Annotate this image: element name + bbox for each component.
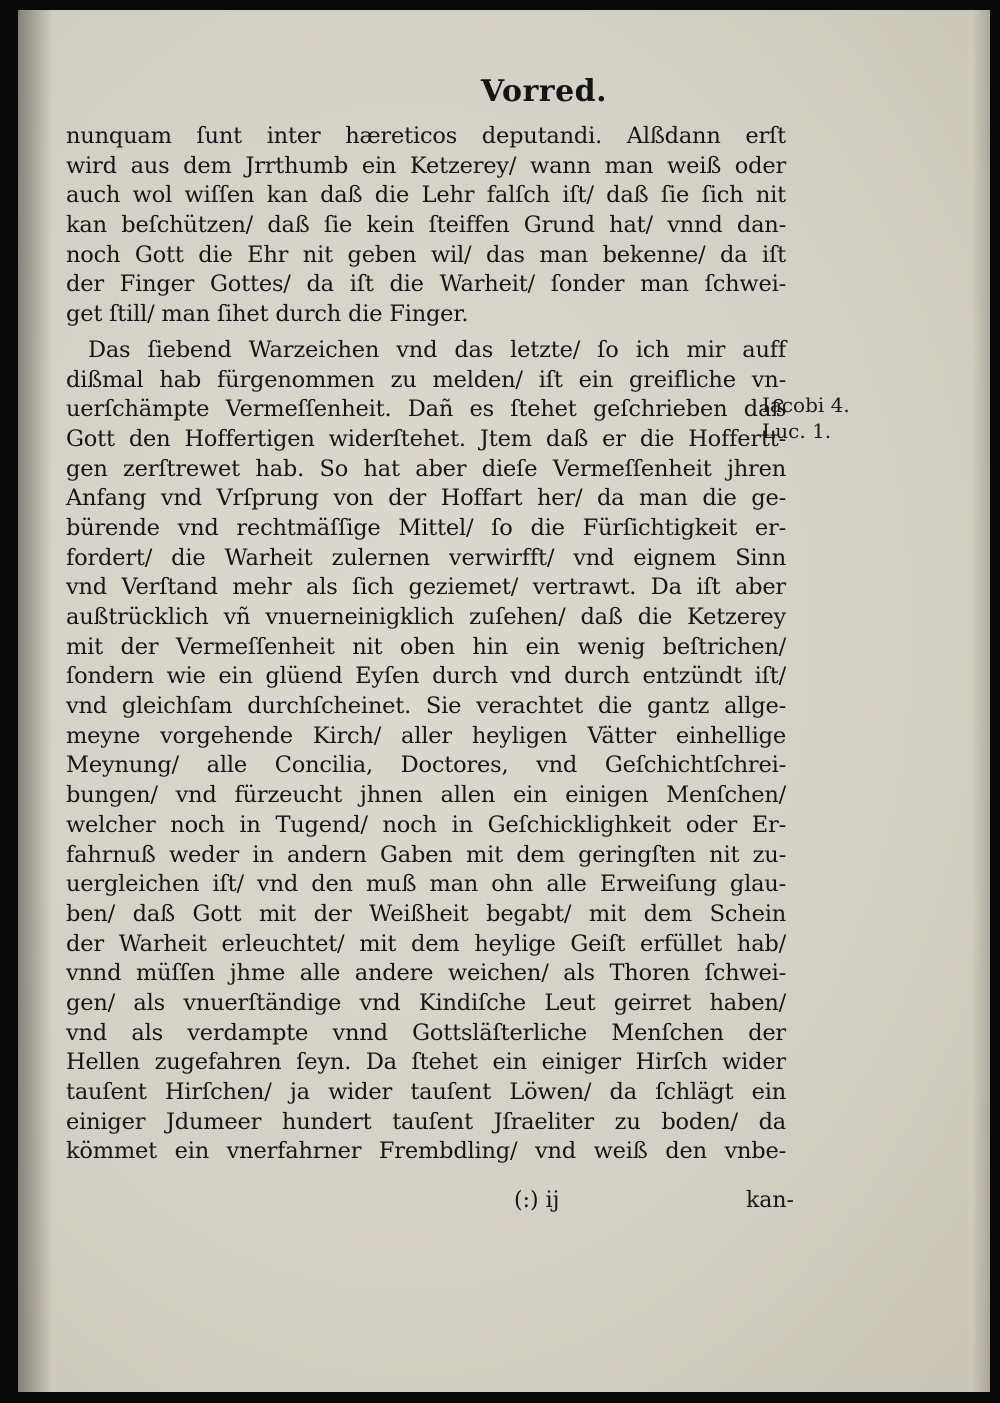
catchword: kan- bbox=[745, 1188, 794, 1213]
text-line: vnnd müſſen jhme alle andere weichen/ als Thoren ſchwei- bbox=[66, 960, 786, 987]
text-line: tauſent Hirſchen/ ja wider tauſent Löwen/ da ſchlägt ein bbox=[66, 1079, 786, 1105]
text-line: nunquam ſunt inter hæreticos deputandi. Alßdann erſt bbox=[66, 123, 786, 149]
text-line: uergleichen iſt/ vnd den muß man ohn alle Erweiſung glau- bbox=[66, 871, 786, 898]
text-line: Anfang vnd Vrſprung von der Hoffart her/ da man die ge- bbox=[66, 485, 786, 512]
text-line: wird aus dem Jrrthumb ein Ketzerey/ wann man weiß oder bbox=[66, 152, 786, 179]
text-line: Gott den Hoffertigen widerſtehet. Jtem daß er die Hoffertt- bbox=[66, 425, 786, 452]
text-line: einiger Jdumeer hundert tauſent Jſraeliter zu boden/ da bbox=[66, 1108, 786, 1135]
text-line: kömmet ein vnerfahrner Frembdling/ vnd weiß den vnbe- bbox=[66, 1138, 786, 1165]
text-line: dißmal hab fürgenommen zu melden/ iſt ein greifliche vn- bbox=[66, 366, 786, 393]
text-line: vnd als verdampte vnnd Gottsläſterliche Menſchen der bbox=[66, 1019, 786, 1046]
text-line: bungen/ vnd fürzeucht jhnen allen ein einigen Menſchen/ bbox=[66, 782, 786, 809]
text-line: get ſtill/ man ſihet durch die Finger. bbox=[66, 301, 469, 328]
text-line: ſondern wie ein glüend Eyſen durch vnd durch entzündt iſt/ bbox=[66, 663, 786, 690]
text-line: gen/ als vnuerſtändige vnd Kindiſche Leut geirret haben/ bbox=[66, 989, 786, 1016]
text-line: außtrücklich vñ vnuerneinigklich zuſehen/ daß die Ketzerey bbox=[66, 604, 786, 630]
margin-notes bbox=[762, 392, 850, 444]
text-line: fordert/ die Warheit zulernen verwirfft/ vnd eignem Sinn bbox=[66, 544, 786, 571]
text-line: auch wol wiſſen kan daß die Lehr falſch iſt/ daß ſie ſich nit bbox=[66, 182, 786, 209]
gutter-shadow bbox=[18, 10, 52, 1392]
text-line: kan beſchützen/ daß ſie kein ſteiffen Grund hat/ vnnd dan- bbox=[66, 212, 786, 239]
book-page bbox=[18, 10, 990, 1392]
text-line: ben/ daß Gott mit der Weißheit begabt/ mit dem Schein bbox=[66, 900, 786, 927]
text-line: Hellen zugefahren ſeyn. Da ſtehet ein einiger Hirſch wider bbox=[66, 1049, 786, 1076]
page-header: Vorred. bbox=[480, 74, 608, 109]
text-line: vnd Verſtand mehr als ſich geziemet/ vertrawt. Da iſt aber bbox=[66, 574, 786, 601]
margin-note: Iacobi 4. bbox=[762, 393, 850, 417]
page-edge-shadow bbox=[972, 10, 990, 1392]
text-line: vnd gleichſam durchſcheinet. Sie verachtet die gantz allge- bbox=[66, 693, 786, 720]
text-line: der Finger Gottes/ da iſt die Warheit/ ſonder man ſchwei- bbox=[66, 271, 786, 298]
body-text bbox=[66, 122, 786, 1167]
text-line: der Warheit erleuchtet/ mit dem heylige Geiſt erfüllet hab/ bbox=[66, 930, 786, 957]
text-line: Das ſiebend Warzeichen vnd das letzte/ ſo ich mir auff bbox=[88, 336, 786, 363]
text-line: mit der Vermeſſenheit nit oben hin ein wenig beſtrichen/ bbox=[66, 633, 786, 660]
text-line: noch Gott die Ehr nit geben wil/ das man bekenne/ da iſt bbox=[66, 241, 786, 268]
text-line: gen zerſtrewet hab. So hat aber dieſe Vermeſſenheit jhren bbox=[66, 455, 786, 482]
text-line: welcher noch in Tugend/ noch in Geſchicklighkeit oder Er- bbox=[66, 811, 786, 838]
text-line: Meynung/ alle Concilia, Doctores, vnd Geſchichtſchrei- bbox=[66, 752, 786, 779]
signature-mark: (:) ij bbox=[514, 1188, 560, 1213]
text-line: bürende vnd rechtmäſſige Mittel/ ſo die Fürſichtigkeit er- bbox=[66, 514, 786, 541]
text-line: fahrnuß weder in andern Gaben mit dem geringſten nit zu- bbox=[66, 841, 786, 868]
text-line: uerſchämpte Vermeſſenheit. Dañ es ſtehet geſchrieben daß bbox=[66, 396, 786, 423]
text-line: meyne vorgehende Kirch/ aller heyligen Vätter einhellige bbox=[66, 722, 786, 749]
margin-note: Luc. 1. bbox=[762, 419, 832, 443]
